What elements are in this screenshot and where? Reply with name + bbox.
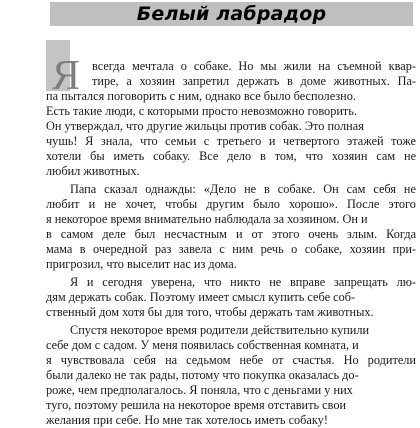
text-line: желания при себе. Но мне так хотелось иметь собаку! bbox=[46, 413, 328, 427]
text-line: себе дом с садом. У меня появилась собственная комната, и bbox=[46, 338, 359, 352]
text-line: Есть такие люди, с которыми просто невозможно говорить. bbox=[46, 104, 357, 118]
text-line: Спустя некоторое время родители действительно купили bbox=[70, 323, 370, 337]
text-line: па пытался поговорить с ним, однако все было бесполезно. bbox=[46, 89, 356, 103]
text-line: туго, поэтому решила на некоторое время отставить свои bbox=[46, 398, 347, 412]
text-line: я чувствовала себя на седьмом небе от счастья. Но родители bbox=[46, 353, 416, 367]
text-line: тире, а хозяин запретил держать в доме животных. Па- bbox=[92, 74, 416, 88]
text-line: любил животных. bbox=[46, 164, 140, 178]
text-line: роже, чем предполагалось. Я поняла, что с деньгами у них bbox=[46, 383, 353, 397]
text-line: хотели бы иметь собаку. Все дело в том, что хозяин сам не bbox=[46, 149, 416, 163]
text-line: дям держать собак. Поэтому имеет смысл купить себе соб- bbox=[46, 290, 356, 304]
text-line: я некоторое время внимательно наблюдала за хозяином. Он и bbox=[46, 212, 368, 226]
drop-cap-letter: Я bbox=[52, 53, 81, 99]
text-line: Он утверждал, что другие жильцы против собак. Это полная bbox=[46, 119, 364, 133]
text-line: Я и сегодня уверена, что никто не вправе запрещать лю- bbox=[70, 275, 416, 289]
text-line: пригрозил, что выселит нас из дома. bbox=[46, 257, 237, 271]
text-line: чушь! Я знала, что семьи с третьего и четвертого этажей тоже bbox=[46, 134, 416, 148]
text-line: ственный дом хотя бы для того, чтобы держать там животных. bbox=[46, 305, 374, 319]
text-line: любит и не хочет, чтобы другим было хорошо». После этого bbox=[46, 197, 416, 211]
text-line: Папа сказал однажды: «Дело не в собаке. Он сам себя не bbox=[70, 182, 416, 196]
text-line: были далеко не так рады, потому что покупка оказалась до- bbox=[46, 368, 359, 382]
chapter-title-band bbox=[50, 2, 413, 26]
text-line: всегда мечтала о собаке. Но мы жили на съемной квар- bbox=[92, 59, 416, 73]
text-line: в самом деле был несчастным и от этого очень злым. Когда bbox=[46, 227, 416, 241]
chapter-title: Белый лабрадор bbox=[136, 3, 327, 25]
text-line: мама в очередной раз завела с ним речь о собаке, хозяин при- bbox=[46, 242, 416, 256]
